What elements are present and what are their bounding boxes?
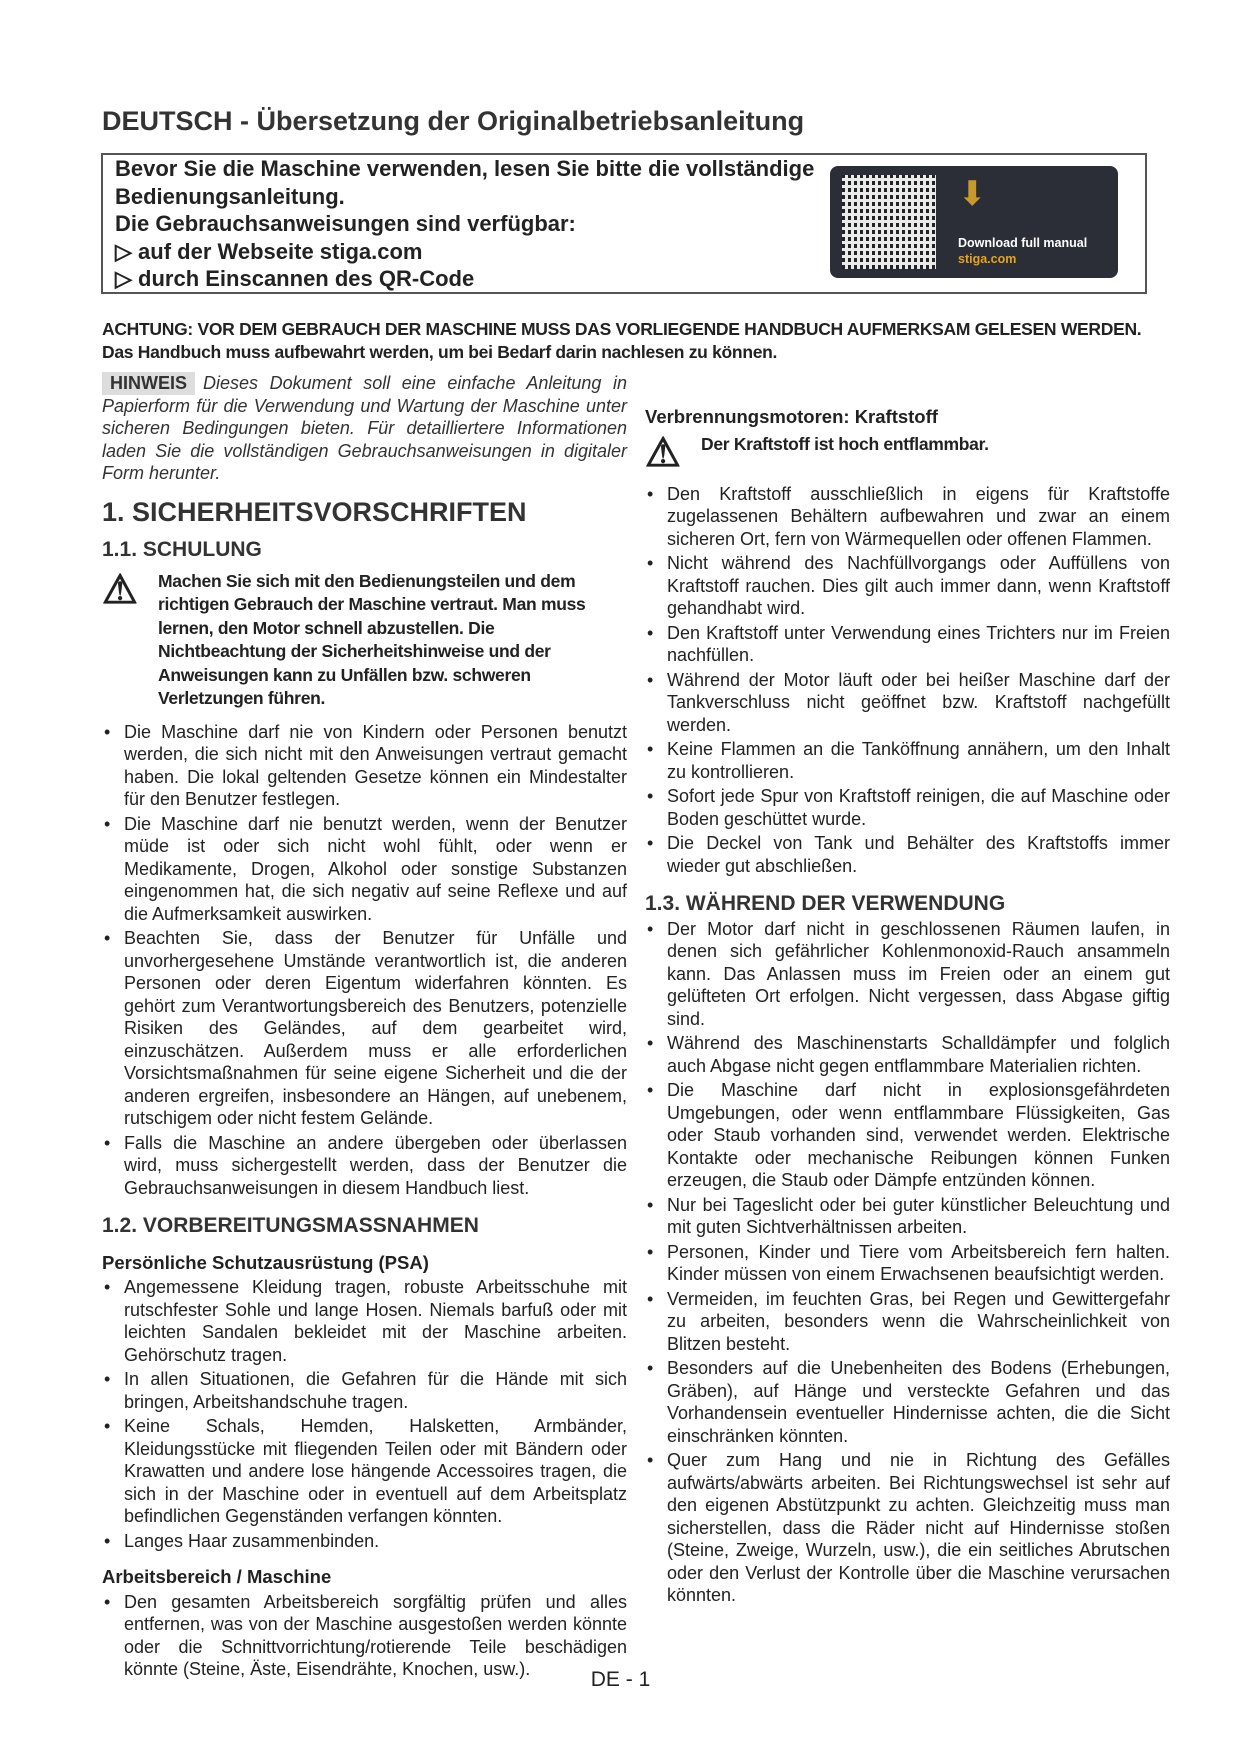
caution: [645, 430, 1170, 475]
list-item: • Personen, Kinder und Tiere vom Arbeitsbereich fern halten. Kinder müssen von einem Erwachsenen beaufsichtigt werden.: [645, 1241, 1170, 1286]
list-item: • Der Motor darf nicht in geschlossenen Räumen laufen, in denen sich gefährlicher Kohlenmonoxid-Rauch ansammeln kann. Das Anlassen muss im Freien oder an einem gut gelüfteten Ort erfolgen. Nicht vergessen, dass Abgase giftig sind.: [645, 918, 1170, 1031]
note-text: Dieses Dokument soll eine einfache Anleitung in Papierform für die Verwendung und Wartung der Maschine unter sicheren Bedingungen bieten. Für detailliertere Informationen laden Sie die vollständigen Gebrauchsanweisungen in digitaler Form herunter.: [102, 373, 627, 483]
warning-block: [102, 318, 1202, 364]
list-item: • Während der Motor läuft oder bei heißer Maschine darf der Tankverschluss nicht geöffnet bzw. Kraftstoff nachgefüllt werden.: [645, 669, 1170, 737]
caution-text: Machen Sie sich mit den Bedienungsteilen und dem richtigen Gebrauch der Maschine vertraut. Man muss lernen, den Motor schnell abzustellen. Die Nichtbeachtung der Sicherheitshinweise und der Anweisungen kann zu Unfällen bzw. schweren Verletzungen führen.: [158, 570, 586, 708]
subsection-heading: 1.1. SCHULUNG: [102, 538, 262, 561]
download-manual-icon: ⬇: [958, 175, 987, 213]
list-item: • Keine Schals, Hemden, Halsketten, Armbänder, Kleidungsstücke mit fliegenden Teilen oder mit Bändern oder Krawatten und andere lose hängende Accessoires tragen, die sich in der Maschine oder in eventuell auf dem Arbeitsplatz befindlichen Gegenständen verfangen könnten.: [102, 1415, 627, 1528]
list-item: • Den gesamten Arbeitsbereich sorgfältig prüfen und alles entfernen, was von der Maschine ausgestoßen werden könnte oder die Schnittvorrichtung/rotierende Teile beschädigen könnte (Steine, Äste, Eisendrähte, Knochen, usw.).: [102, 1591, 627, 1681]
intro-line: ▷ auf der Webseite stiga.com: [115, 238, 423, 264]
list-item: • Falls die Maschine an andere übergeben oder überlassen wird, muss sichergestellt werden, dass der Benutzer die Gebrauchsanweisungen in diesem Handbuch liest.: [102, 1132, 627, 1200]
intro-line: Die Gebrauchsanweisungen sind verfügbar:: [115, 211, 576, 236]
list-item: • Die Maschine darf nie von Kindern oder Personen benutzt werden, die sich nicht mit den Anweisungen vertraut gemacht haben. Die lokal geltenden Gesetze können ein Mindestalter für den Benutzer festlegen.: [102, 721, 627, 811]
qr-label: Download full manual: [958, 236, 1088, 250]
list-item: • Den Kraftstoff unter Verwendung eines Trichters nur im Freien nachfüllen.: [645, 622, 1170, 667]
list-item: • Während des Maschinenstarts Schalldämpfer und folglich auch Abgase nicht gegen entflammbare Materialien richten.: [645, 1032, 1170, 1077]
warning-triangle-icon: ⚠: [645, 430, 681, 475]
list-item: • Vermeiden, im feuchten Gras, bei Regen und Gewittergefahr zu arbeiten, besonders wenn die Wahrscheinlichkeit von Blitzen besteht.: [645, 1288, 1170, 1356]
list-item: • Nicht während des Nachfüllvorgangs oder Auffüllens von Kraftstoff rauchen. Dies gilt auch immer dann, wenn Kraftstoff gehandhabt wird.: [645, 552, 1170, 620]
note-badge: HINWEIS: [102, 372, 195, 395]
caution-text: Der Kraftstoff ist hoch entflammbar.: [701, 433, 989, 454]
list-item: • Den Kraftstoff ausschließlich in eigens für Kraftstoffe zugelassenen Behältern aufbewahren und zwar an einem sicheren Ort, fern von Wärmequellen oder offenen Flammen.: [645, 483, 1170, 551]
section-heading: 1. SICHERHEITSVORSCHRIFTEN: [102, 496, 527, 527]
subsection-heading: 1.2. VORBEREITUNGSMASSNAHMEN: [102, 1214, 479, 1237]
qr-download-card[interactable]: [830, 166, 1118, 278]
qr-url: stiga.com: [958, 252, 1017, 266]
list-item: • Die Maschine darf nie benutzt werden, wenn der Benutzer müde ist oder sich nicht wohl fühlt, oder wenn er Medikamente, Drogen, Alkohol oder sonstige Substanzen eingenommen hat, die sich negativ auf seine Reflexe und auf die Aufmerksamkeit auswirken.: [102, 813, 627, 926]
intro-line: ▷ durch Einscannen des QR-Code: [115, 266, 475, 291]
intro-line: Bedienungsanleitung.: [115, 183, 345, 209]
list-item: • Sofort jede Spur von Kraftstoff reinigen, die auf Maschine oder Boden geschüttet wurde.: [645, 785, 1170, 830]
warning-line: ACHTUNG: VOR DEM GEBRAUCH DER MASCHINE MUSS DAS VORLIEGENDE HANDBUCH AUFMERKSAM GELESEN WERDEN.: [102, 319, 1142, 339]
warning-line: Das Handbuch muss aufbewahrt werden, um bei Bedarf darin nachlesen zu können.: [102, 342, 778, 362]
caution: [102, 567, 627, 711]
subsection-heading: 1.3. WÄHREND DER VERWENDUNG: [645, 892, 1006, 915]
qr-code[interactable]: [842, 175, 936, 269]
list-item: • Besonders auf die Unebenheiten des Bodens (Erhebungen, Gräben), auf Hänge und versteckte Gefahren und das Vorhandensein eventueller Hindernisse achten, die die Sicht einschränken könnten.: [645, 1357, 1170, 1447]
list-item: • Die Maschine darf nicht in explosionsgefährdeten Umgebungen, oder wenn entflammbare Flüssigkeiten, Gas oder Staub vorhanden sind, verwendet werden. Elektrische Kontakte oder mechanische Reibungen können Funken erzeugen, die Staub oder Dämpfe entzünden können.: [645, 1079, 1170, 1192]
warning-triangle-icon: ⚠: [102, 567, 138, 612]
list-item: • Langes Haar zusammenbinden.: [102, 1530, 627, 1553]
list-item: • Beachten Sie, dass der Benutzer für Unfälle und unvorhergesehene Umstände verantwortlich ist, die anderen Personen oder deren Eigentum widerfahren könnten. Es gehört zum Verantwortungsbereich des Benutzers, potenzielle Risiken des Geländes, auf dem gearbeitet wird, einzuschätzen. Außerdem muss er alle erforderlichen Vorsichtsmaßnahmen für seine eigene Sicherheit und die der anderen ergreifen, insbesondere an Hängen, auf unebenem, rutschigem oder nicht festem Gelände.: [102, 927, 627, 1130]
page-number: DE - 1: [590, 1668, 651, 1691]
subheading: Persönliche Schutzausrüstung (PSA): [102, 1251, 429, 1273]
left-column: [102, 372, 627, 1683]
page-title: DEUTSCH - Übersetzung der Originalbetriebsanleitung: [102, 106, 805, 136]
list-item: • Die Deckel von Tank und Behälter des Kraftstoffs immer wieder gut abschließen.: [645, 832, 1170, 877]
subheading: Arbeitsbereich / Maschine: [102, 1566, 332, 1587]
list-item: • Nur bei Tageslicht oder bei guter künstlicher Beleuchtung und mit guten Sichtverhältnissen arbeiten.: [645, 1194, 1170, 1239]
list-item: • Angemessene Kleidung tragen, robuste Arbeitsschuhe mit rutschfester Sohle und lange Hosen. Niemals barfuß oder mit leichten Sandalen bekleidet mit der Maschine arbeiten. Gehörschutz tragen.: [102, 1276, 627, 1366]
note: [102, 372, 627, 485]
list-item: • In allen Situationen, die Gefahren für die Hände mit sich bringen, Arbeitshandschuhe tragen.: [102, 1368, 627, 1413]
list-item: • Quer zum Hang und nie in Richtung des Gefälles aufwärts/abwärts arbeiten. Bei Richtungswechsel ist sehr auf den eigenen Abstützpunkt zu achten. Gleichzeitig muss man sicherstellen, dass die Räder nicht auf Hindernisse stoßen (Steine, Zweige, Wurzeln, usw.), die ein seitliches Abrutschen oder den Verlust der Kontrolle über die Maschine verursachen könnten.: [645, 1449, 1170, 1607]
subheading: Verbrennungsmotoren: Kraftstoff: [645, 406, 938, 427]
intro-line: Bevor Sie die Maschine verwenden, lesen Sie bitte die vollständige: [115, 156, 815, 181]
list-item: • Keine Flammen an die Tanköffnung annähern, um den Inhalt zu kontrollieren.: [645, 738, 1170, 783]
intro-box: [101, 153, 1147, 294]
right-column: [645, 392, 1170, 1609]
